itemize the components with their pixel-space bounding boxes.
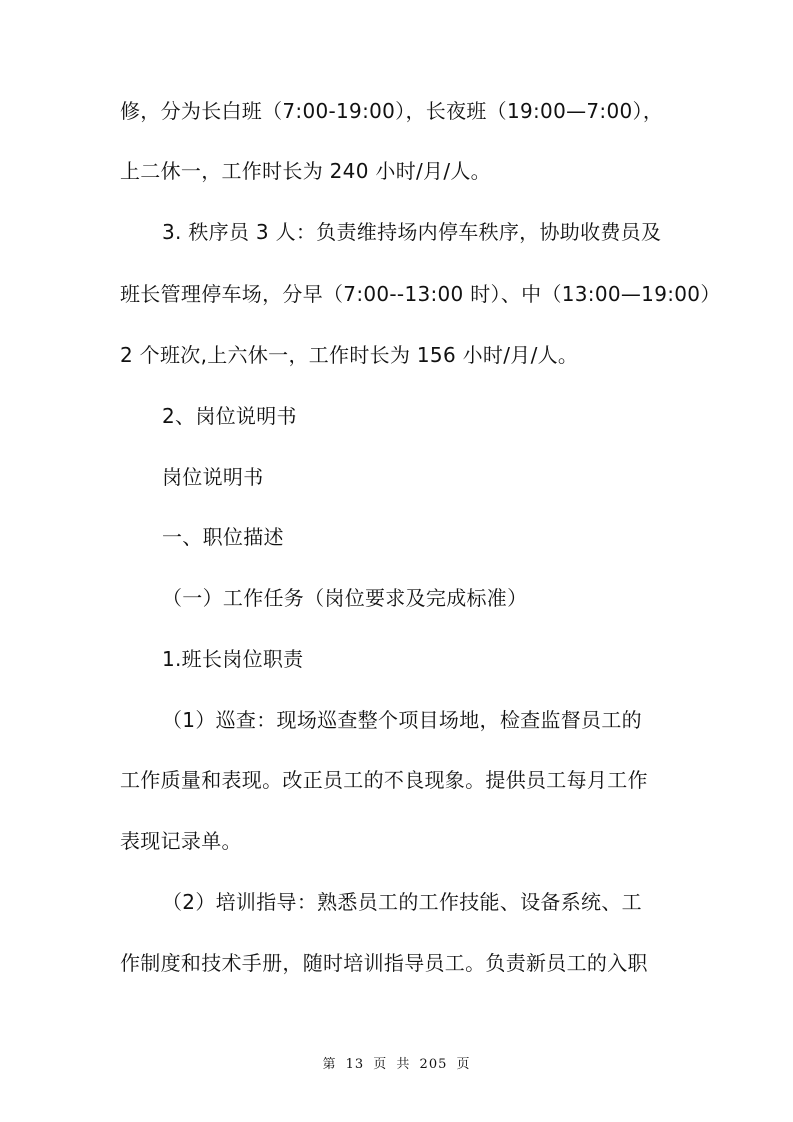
text-line-11: （1）巡查：现场巡查整个项目场地，检查监督员工的 [162,708,642,732]
page-number-footer: 第 13 页 共 205 页 [322,1057,471,1072]
text-line-5: 2 个班次,上六休一，工作时长为 156 小时/月/人。 [120,343,579,367]
text-line-3: 3. 秩序员 3 人：负责维持场内停车秩序，协助收费员及 [162,220,662,244]
text-line-2: 上二休一，工作时长为 240 小时/月/人。 [120,159,491,183]
text-line-1: 修，分为长白班（7:00-19:00），长夜班（19:00—7:00）， [120,99,664,123]
section-heading-2: 2、岗位说明书 [162,404,297,428]
subsection-heading: （一）工作任务（岗位要求及完成标准） [162,586,528,610]
text-line-4: 班长管理停车场，分早（7:00--13:00 时）、中（13:00—19:00） [120,282,721,306]
text-line-13: 表现记录单。 [120,829,242,853]
doc-title: 岗位说明书 [162,465,264,489]
section-heading-1: 一、职位描述 [162,525,284,549]
text-line-15: 作制度和技术手册，随时培训指导员工。负责新员工的入职 [120,951,648,975]
item-heading: 1.班长岗位职责 [162,647,304,671]
text-line-12: 工作质量和表现。改正员工的不良现象。提供员工每月工作 [120,768,648,792]
text-line-14: （2）培训指导：熟悉员工的工作技能、设备系统、工 [162,890,642,914]
